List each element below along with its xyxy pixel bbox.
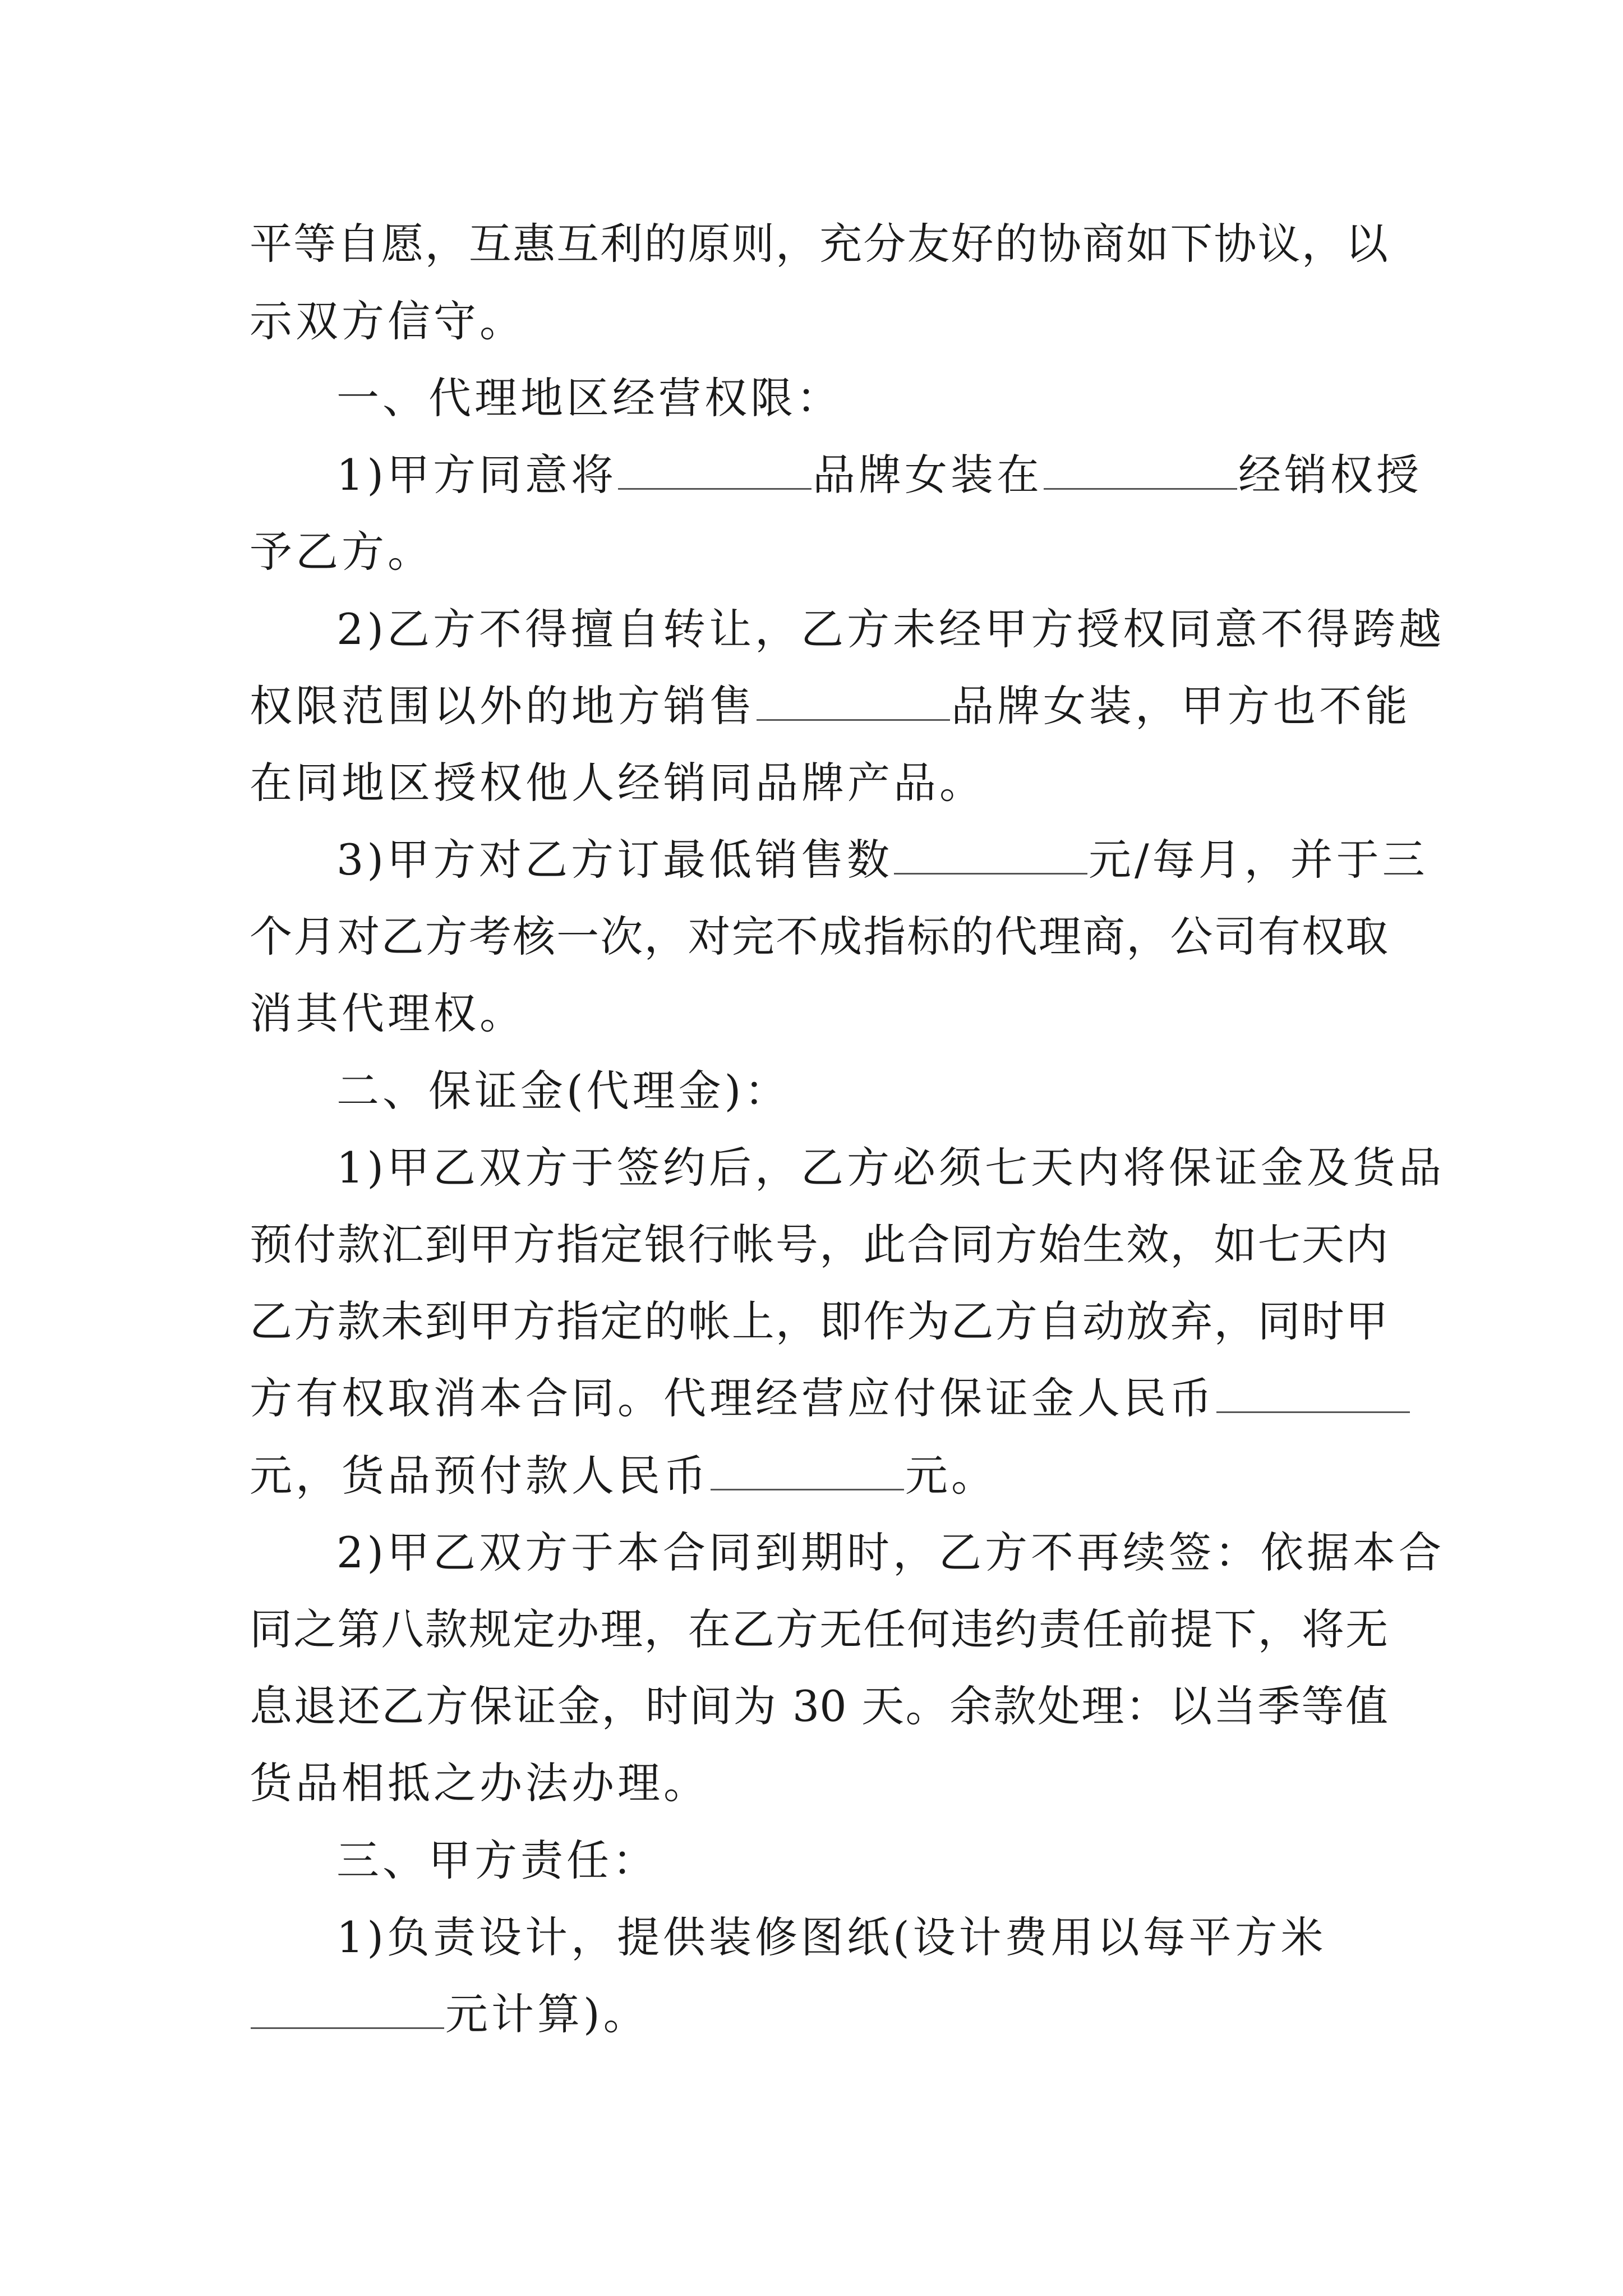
text-segment: 二、保证金(代理金)： bbox=[336, 1066, 791, 1116]
text-segment: 示双方信守。 bbox=[250, 296, 525, 346]
fill-in-blank bbox=[757, 683, 950, 721]
text-line bbox=[250, 524, 434, 580]
text-line bbox=[250, 1986, 649, 2042]
section-heading bbox=[336, 370, 842, 426]
text-segment: 货品相抵之办法办理。 bbox=[250, 1758, 709, 1808]
text-segment: 品牌女装，甲方也不能 bbox=[951, 681, 1411, 731]
text-line bbox=[250, 678, 1411, 734]
text-segment: 予乙方。 bbox=[250, 527, 434, 577]
text-segment: 息退还乙方保证金，时间为 30 天。余款处理：以当季等值 bbox=[250, 1681, 1388, 1731]
text-segment: 个月对乙方考核一次，对完不成指标的代理商，公司有权取 bbox=[250, 912, 1388, 961]
text-line bbox=[336, 832, 1428, 888]
text-segment: 品牌女装在 bbox=[813, 450, 1043, 500]
text-line bbox=[250, 1678, 1388, 1734]
text-line bbox=[250, 1294, 1388, 1350]
section-heading bbox=[336, 1063, 790, 1119]
text-segment: 一、代理地区经营权限： bbox=[336, 373, 842, 423]
text-segment: 经销权授 bbox=[1238, 450, 1423, 500]
text-segment: 平等自愿，互惠互利的原则，充分友好的协商如下协议，以 bbox=[250, 219, 1388, 269]
text-line bbox=[336, 1525, 1445, 1581]
fill-in-blank bbox=[618, 452, 811, 490]
text-segment: 在同地区授权他人经销同品牌产品。 bbox=[250, 758, 985, 808]
text-segment: 3)甲方对乙方订最低销售数 bbox=[336, 835, 893, 885]
text-line bbox=[250, 1602, 1388, 1658]
text-segment: 消其代理权。 bbox=[250, 988, 525, 1038]
text-line bbox=[336, 1910, 1327, 1966]
text-line bbox=[250, 1217, 1388, 1273]
text-segment: 1)甲乙双方于签约后，乙方必须七天内将保证金及货品 bbox=[336, 1143, 1445, 1193]
text-segment: 2)甲乙双方于本合同到期时，乙方不再续签：依据本合 bbox=[336, 1527, 1445, 1577]
text-line bbox=[336, 447, 1422, 503]
fill-in-blank bbox=[1216, 1375, 1410, 1413]
text-line bbox=[250, 909, 1388, 965]
text-segment: 三、甲方责任： bbox=[336, 1835, 658, 1885]
text-segment: 同之第八款规定办理，在乙方无任何违约责任前提下，将无 bbox=[250, 1604, 1388, 1654]
text-segment: 1)甲方同意将 bbox=[336, 450, 617, 500]
fill-in-blank bbox=[711, 1453, 904, 1490]
text-segment: 乙方款未到甲方指定的帐上，即作为乙方自动放弃，同时甲 bbox=[250, 1296, 1388, 1346]
text-segment: 权限范围以外的地方销售 bbox=[250, 681, 755, 731]
text-line bbox=[336, 601, 1445, 657]
section-heading bbox=[336, 1833, 658, 1889]
text-line bbox=[250, 1370, 1411, 1427]
text-segment: 预付款汇到甲方指定银行帐号，此合同方始生效，如七天内 bbox=[250, 1220, 1388, 1269]
fill-in-blank bbox=[894, 837, 1087, 875]
text-segment: 元，货品预付款人民币 bbox=[250, 1451, 709, 1501]
text-line bbox=[250, 216, 1388, 272]
text-line bbox=[250, 755, 985, 811]
fill-in-blank bbox=[1044, 452, 1237, 490]
text-line bbox=[250, 986, 525, 1042]
text-segment: 元计算)。 bbox=[445, 1989, 649, 2039]
text-line bbox=[250, 1448, 997, 1504]
text-line bbox=[250, 1755, 709, 1811]
text-segment: 2)乙方不得擅自转让，乙方未经甲方授权同意不得跨越 bbox=[336, 604, 1445, 654]
text-line bbox=[250, 293, 525, 349]
text-line bbox=[336, 1140, 1445, 1196]
text-segment: 方有权取消本合同。代理经营应付保证金人民币 bbox=[250, 1373, 1215, 1423]
text-segment: 元。 bbox=[905, 1451, 997, 1501]
fill-in-blank bbox=[251, 1991, 444, 2029]
text-segment: 1)负责设计，提供装修图纸(设计费用以每平方米 bbox=[336, 1912, 1327, 1962]
text-segment: 元/每月，并于三 bbox=[1089, 835, 1428, 885]
